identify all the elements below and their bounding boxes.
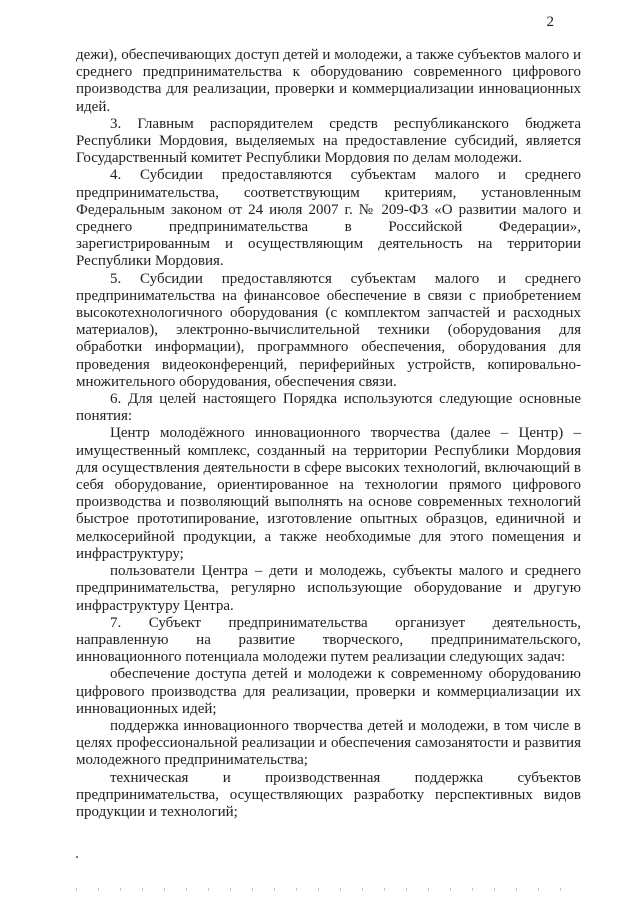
paragraph-item-6: 6. Для целей настоящего Порядка используются следующие основные понятия: [76,391,581,425]
paragraph-item-4: 4. Субсидии предоставляются субъектам малого и среднего предпринимательства, соответствующим критериям, установленным Федеральным законом от 24 июля 2007 г. № 209-ФЗ «О развитии малого и среднего предпринимательства в Российской Федерации», зарегистрированным и осуществляющим деятельность на территории Республики Мордовия. [76,167,581,270]
paragraph-intro-continuation: дежи), обеспечивающих доступ детей и молодежи, а также субъектов малого и среднего предпринимательства к оборудованию современного цифрового производства для реализации, проверки и коммерциализации инновационных идей. [76,47,581,115]
paragraph-definition-center: Центр молодёжного инновационного творчества (далее – Центр) – имущественный комплекс, созданный на территории Республики Мордовия для осуществления деятельности в сфере высоких технологий, включающий в себя оборудование, ориентированное на технологии прямого цифрового производства и позволяющий выполнять на основе современных технологий быстрое прототипирование, изготовление опытных образцов, единичной и мелкосерийной продукции, а также необходимые для этого помещения и инфраструктуру; [76,425,581,562]
document-body [76,47,581,821]
scan-speck [76,856,78,858]
paragraph-item-5: 5. Субсидии предоставляются субъектам малого и среднего предпринимательства на финансовое обеспечение в связи с приобретением высокотехнологичного оборудования (с комплектом запчастей и расходных материалов), электронно-вычислительной техники (оборудования для обработки информации), программного обеспечения, оборудования для проведения видеоконференций, периферийных устройств, копировально-множительного оборудования, обеспечения связи. [76,270,581,390]
scan-noise-line [76,888,581,891]
paragraph-item-3: 3. Главным распорядителем средств республиканского бюджета Республики Мордовия, выделяемых на предоставление субсидий, является Государственный комитет Республики Мордовия по делам молодежи. [76,115,581,167]
paragraph-task-access: обеспечение доступа детей и молодежи к современному оборудованию цифрового производства для реализации, проверки и коммерциализации их инновационных идей; [76,666,581,717]
page-number: 2 [546,14,554,30]
paragraph-item-7: 7. Субъект предпринимательства организует деятельность, направленную на развитие творческого, предпринимательского, инновационного потенциала молодежи путем реализации следующих задач: [76,614,581,666]
paragraph-task-support: поддержка инновационного творчества детей и молодежи, в том числе в целях профессиональной реализации и обеспечения самозанятости и развития молодежного предпринимательства; [76,717,581,769]
paragraph-task-technical: техническая и производственная поддержка субъектов предпринимательства, осуществляющих разработку перспективных видов продукции и технологий; [76,769,581,820]
paragraph-definition-users: пользователи Центра – дети и молодежь, субъекты малого и среднего предпринимательства, регулярно использующие оборудование и другую инфраструктуру Центра. [76,563,581,614]
